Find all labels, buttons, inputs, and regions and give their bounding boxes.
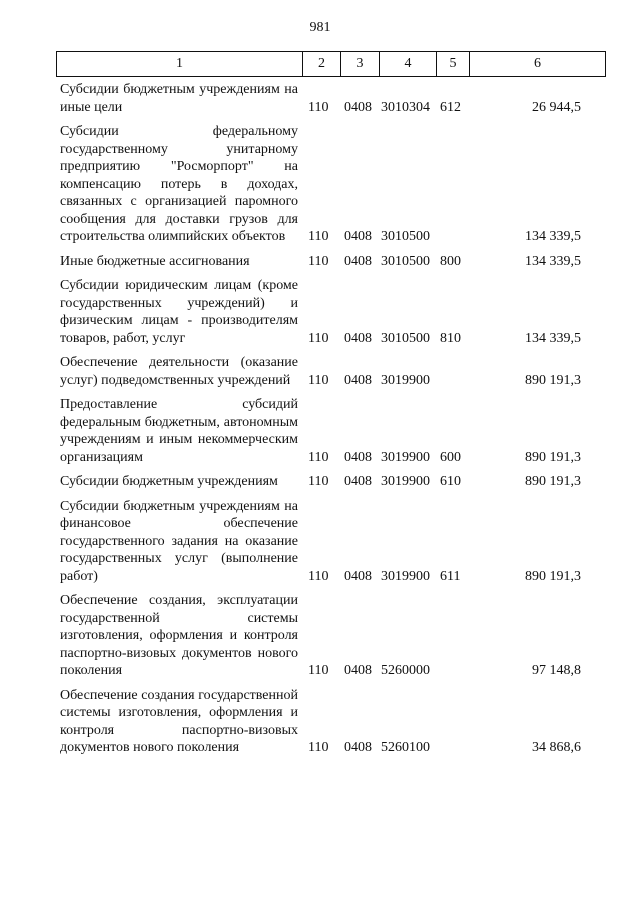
column-header-5: 5 <box>437 52 470 77</box>
row-ministry-code: 110 <box>308 229 329 244</box>
row-amount: 97 148,8 <box>532 663 581 678</box>
row-amount: 890 191,3 <box>525 372 581 388</box>
column-header-6: 6 <box>470 52 606 77</box>
row-name: Субсидии бюджетным учреждениям на финансовое обеспечение государственного задания на оказание государственных услуг (выполнение работ) <box>60 498 298 584</box>
column-header-1: 1 <box>57 52 303 77</box>
column-header-4: 4 <box>380 52 437 77</box>
row-target-code: 3010500 <box>381 229 430 244</box>
row-section-code: 0408 <box>344 740 372 755</box>
column-header-2: 2 <box>303 52 341 77</box>
table-row <box>56 81 605 116</box>
row-name: Обеспечение деятельности (оказание услуг) подведомственных учреждений <box>60 355 298 388</box>
row-target-code: 5260100 <box>381 740 430 755</box>
row-section-code: 0408 <box>344 229 372 244</box>
row-name: Субсидии бюджетным учреждениям на иные цели <box>60 82 298 115</box>
row-expense-type <box>436 116 469 246</box>
row-expense-type: 612 <box>440 99 461 115</box>
row-target-code: 5260000 <box>381 663 430 678</box>
row-section-code: 0408 <box>344 99 372 115</box>
column-header-row <box>57 52 606 77</box>
row-section-code: 0408 <box>344 449 372 465</box>
row-name: Субсидии федеральному государственному унитарному предприятию "Росморпорт" на компенсацию потерь в доходах, связанных с организацией паромного сообщения для доставки грузов для строительства олимпийских объектов <box>60 124 298 244</box>
row-ministry-code: 110 <box>308 330 329 346</box>
row-target-code: 3010304 <box>381 99 430 115</box>
table-row <box>56 116 605 246</box>
row-target-code: 3019900 <box>381 474 430 489</box>
table-row <box>56 389 605 466</box>
row-target-code: 3010500 <box>381 330 430 346</box>
row-expense-type: 610 <box>440 474 461 489</box>
table-row <box>56 491 605 586</box>
row-ministry-code: 110 <box>308 663 329 678</box>
row-amount: 134 339,5 <box>525 229 581 244</box>
row-expense-type: 810 <box>440 330 461 346</box>
row-expense-type <box>436 347 469 389</box>
row-name: Субсидии юридическим лицам (кроме государственных учреждений) и физическим лицам - производителям товаров, работ, услуг <box>60 278 298 346</box>
table-row <box>56 246 605 271</box>
row-ministry-code: 110 <box>308 568 329 584</box>
row-section-code: 0408 <box>344 474 372 489</box>
page-number: 981 <box>309 20 331 35</box>
row-ministry-code: 110 <box>308 372 329 388</box>
table-row <box>56 585 605 680</box>
row-name: Иные бюджетные ассигнования <box>60 253 250 269</box>
table-row <box>56 347 605 389</box>
row-amount: 890 191,3 <box>525 449 581 465</box>
row-section-code: 0408 <box>344 253 372 269</box>
row-section-code: 0408 <box>344 568 372 584</box>
row-name: Субсидии бюджетным учреждениям <box>60 474 278 489</box>
row-amount: 890 191,3 <box>525 568 581 584</box>
row-ministry-code: 110 <box>308 253 329 269</box>
row-amount: 34 868,6 <box>532 740 581 755</box>
row-amount: 890 191,3 <box>525 474 581 489</box>
row-ministry-code: 110 <box>308 449 329 465</box>
row-target-code: 3010500 <box>381 253 430 269</box>
row-amount: 134 339,5 <box>525 330 581 346</box>
column-header-table <box>56 51 606 77</box>
row-expense-type <box>436 585 469 680</box>
row-ministry-code: 110 <box>308 740 329 755</box>
table-row <box>56 270 605 347</box>
row-target-code: 3019900 <box>381 449 430 465</box>
row-section-code: 0408 <box>344 372 372 388</box>
row-section-code: 0408 <box>344 330 372 346</box>
row-name: Обеспечение создания государственной системы изготовления, оформления и контроля паспортно-визовых документов нового поколения <box>60 687 298 755</box>
row-expense-type: 800 <box>440 253 461 269</box>
row-ministry-code: 110 <box>308 474 329 489</box>
row-expense-type: 611 <box>440 568 461 584</box>
row-expense-type: 600 <box>440 449 461 465</box>
budget-table <box>56 81 605 757</box>
row-section-code: 0408 <box>344 663 372 678</box>
table-row <box>56 680 605 757</box>
row-name: Предоставление субсидий федеральным бюджетным, автономным учреждениям и иным некоммерческим организациям <box>60 397 298 465</box>
row-name: Обеспечение создания, эксплуатации государственной системы изготовления, оформления и контроля паспортно-визовых документов нового поколения <box>60 593 298 678</box>
column-header-3: 3 <box>341 52 380 77</box>
row-expense-type <box>436 680 469 757</box>
row-target-code: 3019900 <box>381 372 430 388</box>
row-amount: 134 339,5 <box>525 253 581 269</box>
row-amount: 26 944,5 <box>532 99 581 115</box>
table-row <box>56 466 605 491</box>
row-ministry-code: 110 <box>308 99 329 115</box>
row-target-code: 3019900 <box>381 568 430 584</box>
